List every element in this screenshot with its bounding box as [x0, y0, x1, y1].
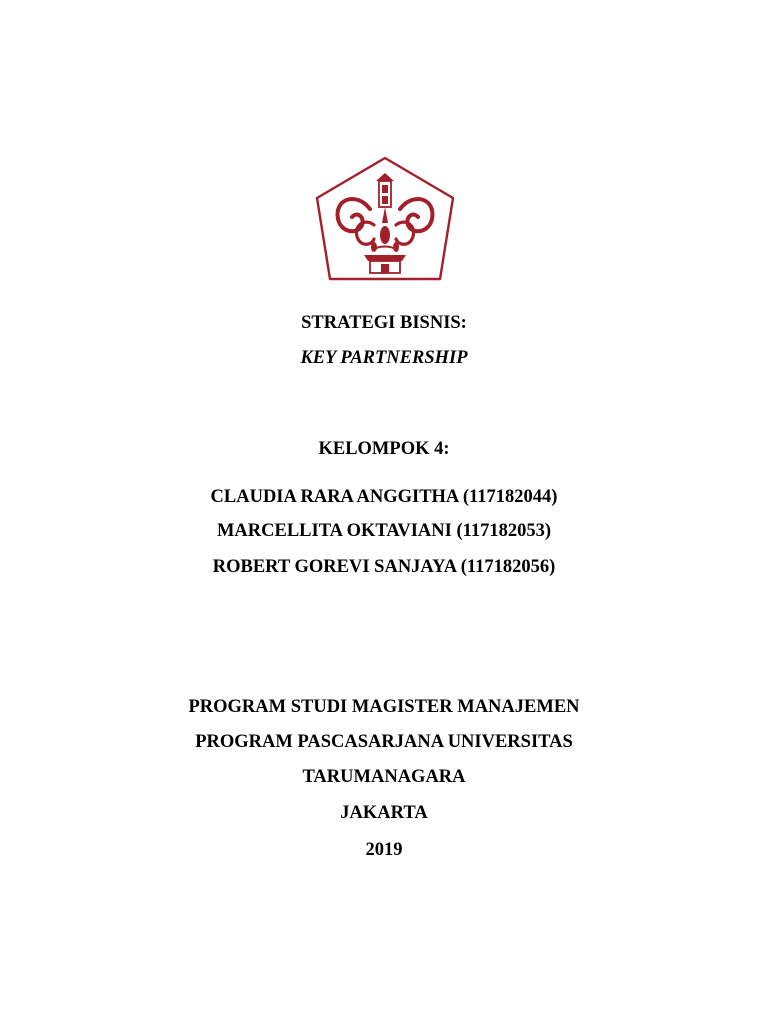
university-name: TARUMANAGARA: [302, 767, 466, 787]
program-name: PROGRAM PASCASARJANA UNIVERSITAS: [195, 732, 573, 752]
member-name: CLAUDIA RARA ANGGITHA (117182044): [210, 487, 558, 507]
group-heading: KELOMPOK 4:: [318, 439, 450, 459]
program-name: PROGRAM STUDI MAGISTER MANAJEMEN: [188, 697, 580, 717]
document-subtitle: KEY PARTNERSHIP: [300, 348, 468, 368]
year: 2019: [365, 840, 403, 860]
member-name: MARCELLITA OKTAVIANI (117182053): [216, 521, 552, 541]
university-logo-icon: [312, 155, 458, 283]
member-name: ROBERT GOREVI SANJAYA (117182056): [212, 557, 556, 577]
city: JAKARTA: [340, 803, 428, 823]
document-title: STRATEGI BISNIS:: [301, 313, 467, 333]
